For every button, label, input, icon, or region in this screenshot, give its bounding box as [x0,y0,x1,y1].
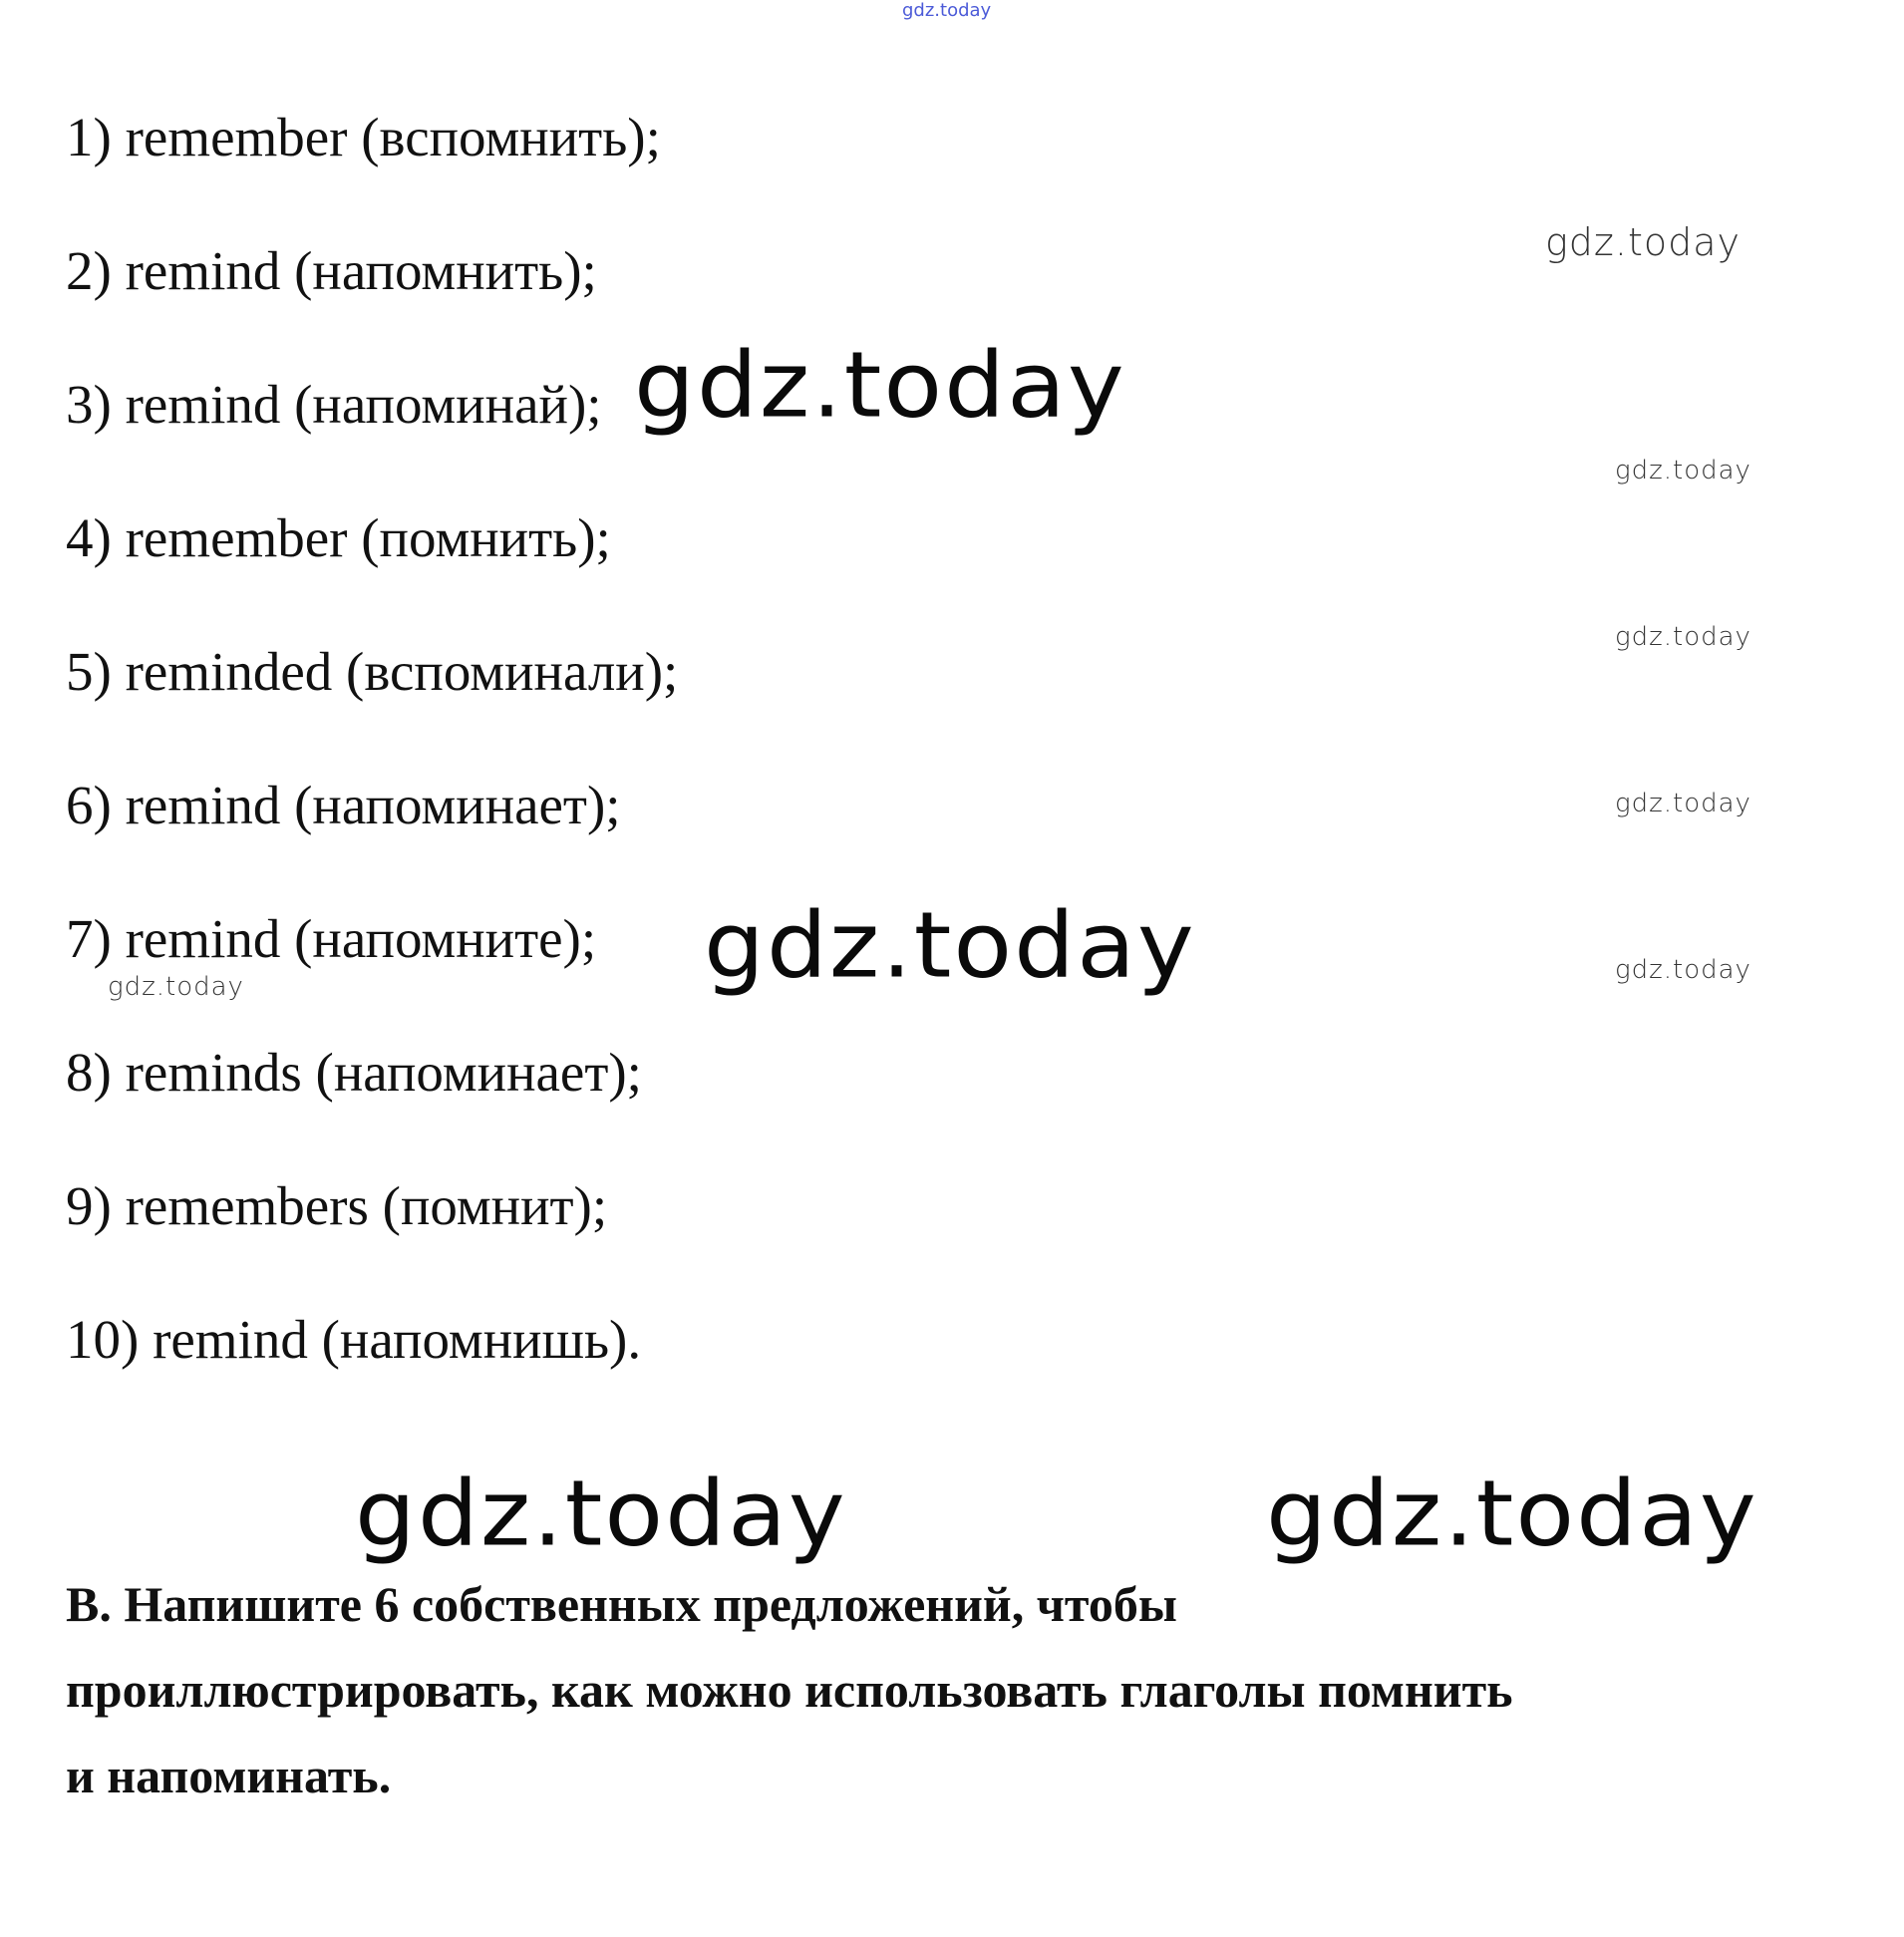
watermark-top: gdz.today [902,0,992,21]
answer-line-10: 10) remind (напомнишь). [66,1309,642,1370]
watermark-large-1: gdz.today [634,331,1126,439]
task-heading [66,1561,1820,1818]
answer-line-6: 6) remind (напоминает); [66,775,621,835]
task-heading-line-2: проиллюстрировать, как можно использовать глаголы помнить [66,1662,1513,1718]
watermark-left-1: gdz.today [108,972,244,1002]
watermark-large-3: gdz.today [355,1459,847,1567]
watermark-right-2: gdz.today [1615,456,1751,485]
watermark-large-4: gdz.today [1266,1459,1758,1567]
answer-line-8: 8) reminds (напоминает); [66,1042,642,1103]
answer-line-5: 5) reminded (вспоминали); [66,641,679,702]
watermark-right-3: gdz.today [1615,622,1751,652]
watermark-right-1: gdz.today [1545,220,1741,264]
answer-line-4: 4) remember (помнить); [66,507,611,568]
answer-line-2: 2) remind (напомнить); [66,240,597,301]
watermark-large-2: gdz.today [704,891,1196,999]
answer-line-1: 1) remember (вспомнить); [66,107,661,167]
answer-line-9: 9) remembers (помнит); [66,1175,608,1236]
answer-line-7: 7) remind (напомните); [66,908,597,969]
watermark-right-5: gdz.today [1615,955,1751,985]
watermark-right-4: gdz.today [1615,789,1751,818]
task-heading-line-1: B. Напишите 6 собственных предложений, чтобы [66,1576,1177,1632]
answer-line-3: 3) remind (напоминай); [66,374,602,435]
task-heading-line-3: и напоминать. [66,1748,392,1803]
